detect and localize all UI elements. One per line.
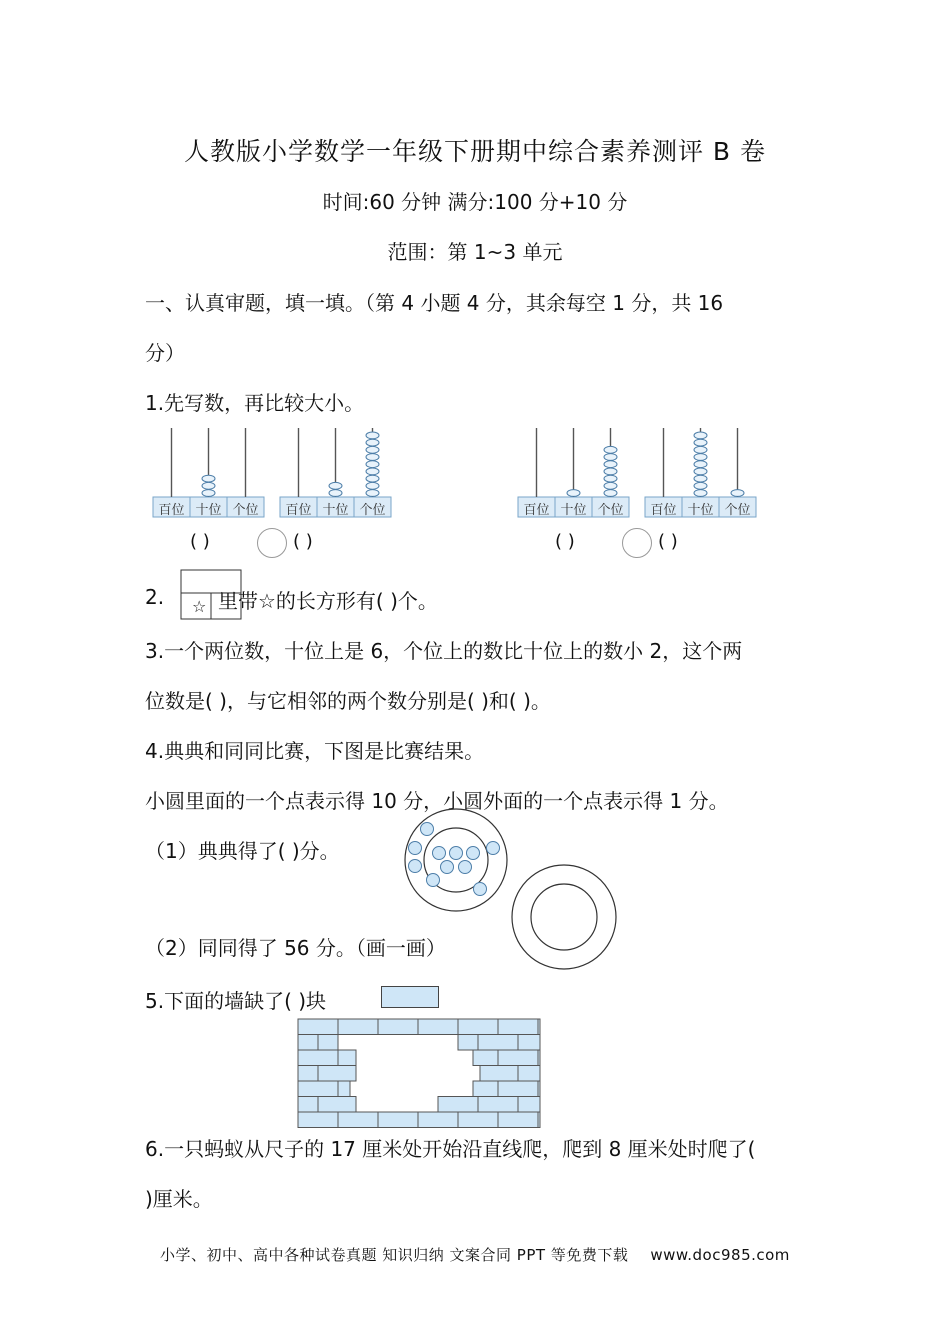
wall-brick (458, 1112, 498, 1128)
abacus-bead (694, 468, 707, 475)
wall-brick (318, 1097, 356, 1113)
wall-brick (338, 1081, 350, 1097)
abacus-bead (604, 446, 617, 453)
wall-brick (418, 1019, 458, 1035)
question-4-line1: 4.典典和同同比赛，下图是比赛结果。 (145, 739, 485, 763)
abacus-bead (694, 432, 707, 439)
wall-brick (518, 1097, 540, 1113)
footer-text: 小学、初中、高中各种试卷真题 知识归纳 文案合同 PPT 等免费下载 (160, 1246, 629, 1264)
question-6-line1: 6.一只蚂蚁从尺子的 17 厘米处开始沿直线爬，爬到 8 厘米处时爬了( (145, 1137, 756, 1161)
wall-brick (538, 1019, 540, 1035)
wall-brick (480, 1066, 518, 1082)
abacus-bead (604, 468, 617, 475)
abacus-bead (567, 490, 580, 497)
wall-brick (298, 1035, 318, 1051)
abacus-bead (366, 454, 379, 461)
question-3-line1: 3.一个两位数，十位上是 6，个位上的数比十位上的数小 2，这个两 (145, 639, 743, 663)
wall-brick (378, 1019, 418, 1035)
brick-sample (381, 986, 439, 1008)
abacus-figure (0, 420, 950, 570)
place-label: 十位 (322, 503, 349, 518)
place-label: 十位 (195, 503, 222, 518)
wall-brick (498, 1081, 538, 1097)
abacus-bead (366, 461, 379, 468)
score-dot (433, 847, 446, 860)
q1-blank-3[interactable]: ( ) (555, 531, 575, 552)
wall-brick (478, 1097, 518, 1113)
wall-brick (538, 1112, 540, 1128)
abacus-bead (366, 482, 379, 489)
wall-brick (338, 1112, 378, 1128)
abacus-bead (366, 490, 379, 497)
place-label: 个位 (232, 503, 259, 518)
abacus-bead (604, 454, 617, 461)
wall-brick (458, 1035, 478, 1051)
score-dot (459, 861, 472, 874)
question-2-text: 里带☆的长方形有( )个。 (218, 589, 438, 613)
score-diagram-tong[interactable] (511, 863, 621, 973)
place-label: 十位 (560, 503, 587, 518)
wall-brick (518, 1035, 540, 1051)
score-dot (409, 842, 422, 855)
wall-brick (338, 1050, 356, 1066)
abacus-bead (604, 482, 617, 489)
abacus-bead (202, 490, 215, 497)
wall-brick (458, 1019, 498, 1035)
place-label: 个位 (597, 503, 624, 518)
wall-brick (298, 1066, 318, 1082)
question-4-part1: （1）典典得了( )分。 (145, 839, 340, 863)
q1-blank-4[interactable]: ( ) (658, 531, 678, 552)
abacus-bead (329, 482, 342, 489)
wall-brick (378, 1112, 418, 1128)
abacus-bead (731, 490, 744, 497)
q1-blank-1[interactable]: ( ) (190, 531, 210, 552)
wall-brick (318, 1066, 356, 1082)
score-dot (441, 861, 454, 874)
abacus-bead (366, 446, 379, 453)
wall-brick (518, 1066, 540, 1082)
score-dot (421, 823, 434, 836)
abacus-bead (366, 439, 379, 446)
wall-brick (498, 1019, 538, 1035)
abacus-bead (202, 482, 215, 489)
abacus-bead (694, 475, 707, 482)
question-4-line2: 小圆里面的一个点表示得 10 分，小圆外面的一个点表示得 1 分。 (145, 789, 729, 813)
abacus-bead (694, 446, 707, 453)
wall-brick (473, 1081, 498, 1097)
score-dot (487, 842, 500, 855)
abacus-bead (604, 490, 617, 497)
place-label: 百位 (650, 503, 677, 518)
wall-brick (538, 1081, 540, 1097)
wall-brick (538, 1050, 540, 1066)
place-label: 个位 (724, 503, 751, 518)
compare-circle-2[interactable] (622, 528, 652, 558)
place-label: 百位 (285, 503, 312, 518)
score-dot (427, 874, 440, 887)
footer (160, 1244, 790, 1265)
wall-brick (498, 1112, 538, 1128)
place-label: 十位 (687, 503, 714, 518)
page-title: 人教版小学数学一年级下册期中综合素养测评 B 卷 (183, 137, 767, 166)
wall-brick (318, 1035, 338, 1051)
time-score: 时间:60 分钟 满分:100 分+10 分 (322, 190, 628, 214)
score-dot (450, 847, 463, 860)
wall-brick (298, 1081, 338, 1097)
score-dot (409, 860, 422, 873)
abacus-bead (604, 475, 617, 482)
question-1: 1.先写数，再比较大小。 (145, 391, 365, 415)
abacus-bead (604, 461, 617, 468)
abacus-bead (694, 490, 707, 497)
wall-brick (478, 1035, 518, 1051)
place-label: 百位 (523, 503, 550, 518)
place-label: 百位 (158, 503, 185, 518)
scope: 范围：第 1~3 单元 (387, 240, 563, 264)
wall-brick (298, 1019, 338, 1035)
question-5: 5.下面的墙缺了( )块 (145, 989, 327, 1013)
wall-brick (298, 1050, 338, 1066)
footer-url[interactable]: www.doc985.com (650, 1246, 790, 1264)
abacus-bead (694, 439, 707, 446)
abacus-bead (366, 468, 379, 475)
brick-wall-figure (297, 1018, 541, 1128)
section-heading: 一、认真审题，填一填。（第 4 小题 4 分，其余每空 1 分，共 16 (145, 291, 724, 315)
abacus-bead (366, 432, 379, 439)
wall-brick (338, 1019, 378, 1035)
score-diagram-dian (403, 806, 513, 916)
section-heading-cont: 分） (145, 341, 185, 365)
place-label: 个位 (359, 503, 386, 518)
score-dot (467, 847, 480, 860)
question-4-part2: （2）同同得了 56 分。（画一画） (145, 936, 446, 960)
abacus-bead (694, 482, 707, 489)
wall-brick (298, 1097, 318, 1113)
question-3-line2: 位数是( )，与它相邻的两个数分别是( )和( )。 (145, 689, 551, 713)
abacus-bead (329, 490, 342, 497)
score-dot (474, 883, 487, 896)
abacus-bead (694, 454, 707, 461)
question-2-num: 2. (145, 585, 165, 609)
abacus-bead (366, 475, 379, 482)
wall-brick (298, 1112, 338, 1128)
wall-brick (438, 1097, 478, 1113)
wall-brick (418, 1112, 458, 1128)
wall-brick (498, 1050, 538, 1066)
abacus-bead (694, 461, 707, 468)
star-icon: ☆ (192, 597, 207, 616)
wall-brick (473, 1050, 498, 1066)
compare-circle-1[interactable] (257, 528, 287, 558)
question-6-line2: )厘米。 (145, 1187, 213, 1211)
abacus-bead (202, 475, 215, 482)
q1-blank-2[interactable]: ( ) (293, 531, 313, 552)
